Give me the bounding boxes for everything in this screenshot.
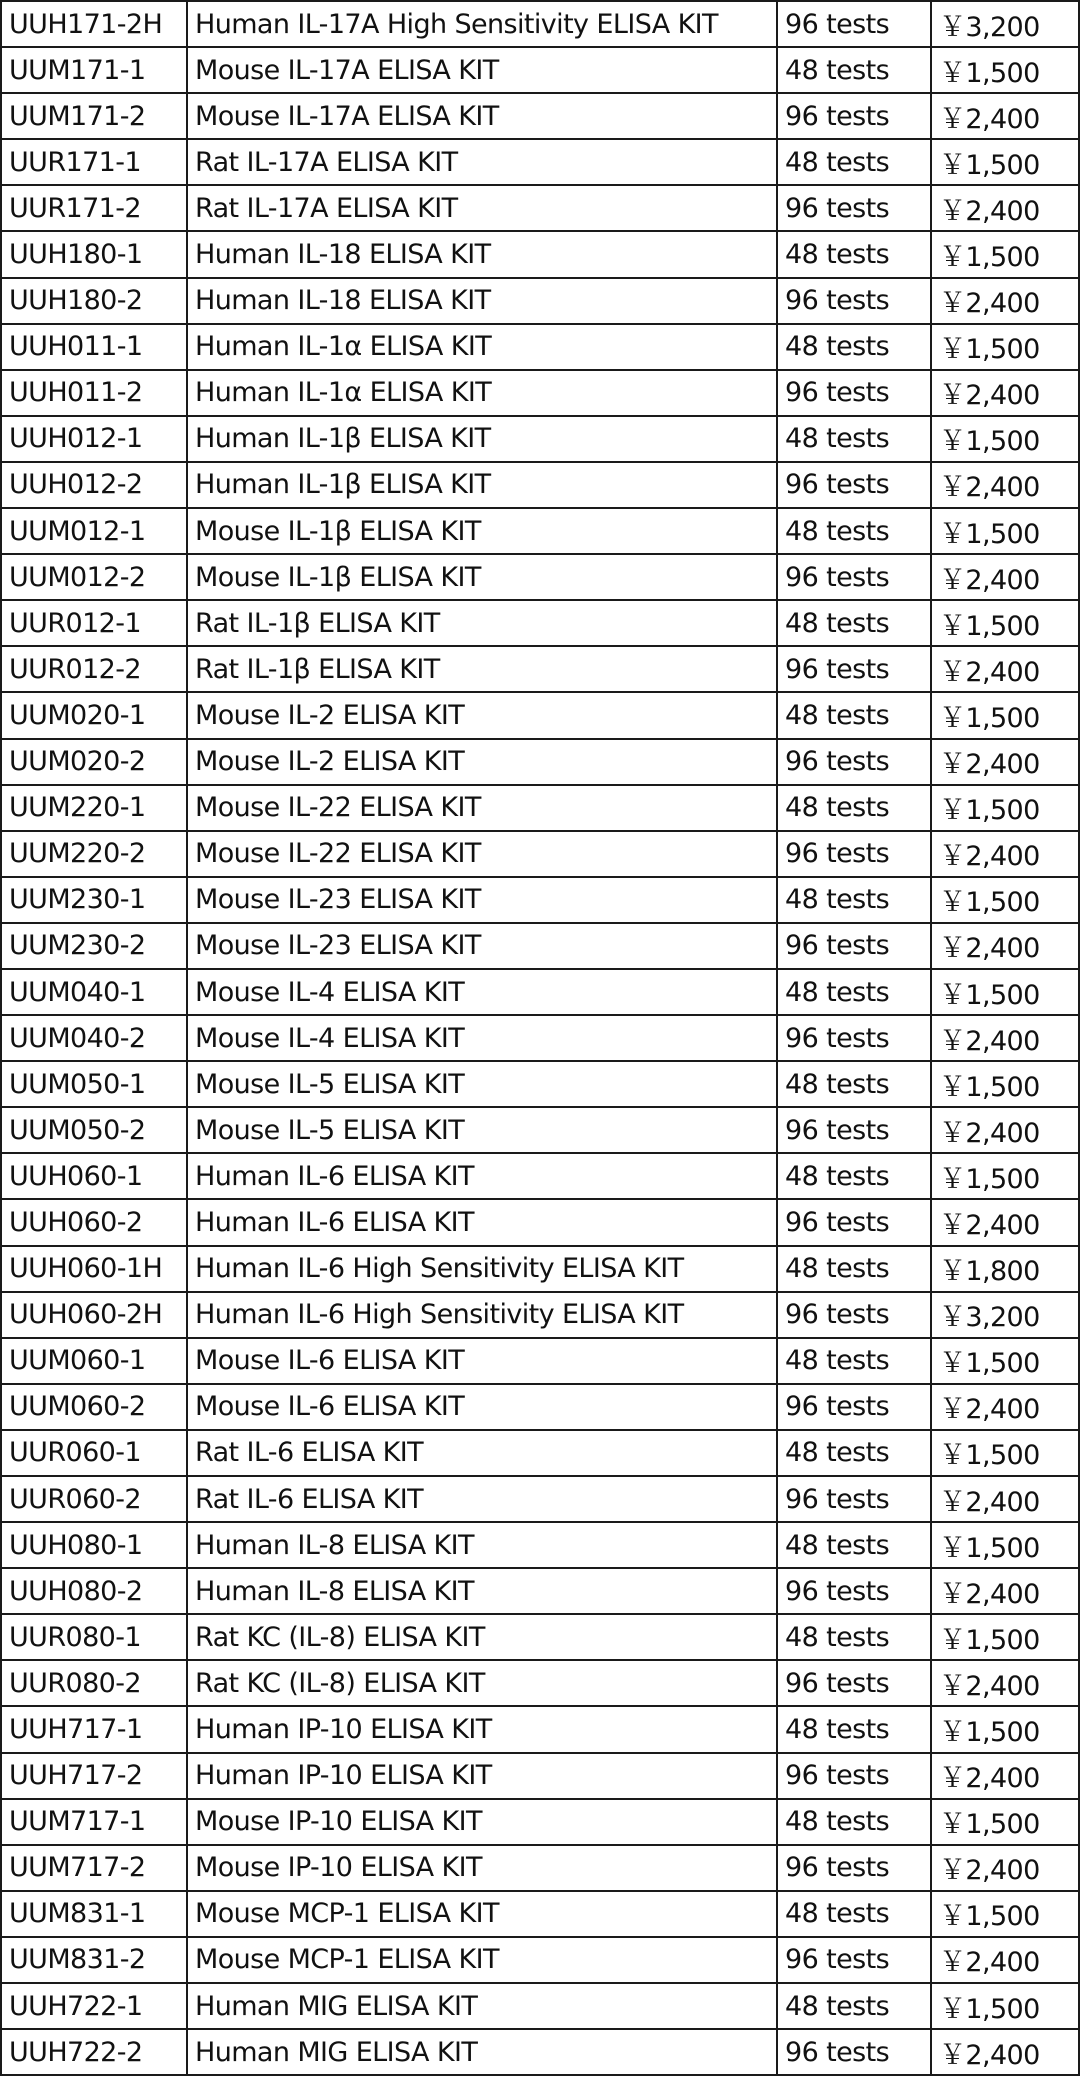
pack-size-cell: 96 tests — [777, 1937, 931, 1983]
pack-size-cell: 96 tests — [777, 1753, 931, 1799]
product-name-cell: Human IL-18 ELISA KIT — [187, 231, 777, 277]
product-name-cell: Mouse IL-5 ELISA KIT — [187, 1107, 777, 1153]
product-name-cell: Mouse IL-23 ELISA KIT — [187, 877, 777, 923]
table-row — [1, 1430, 1079, 1476]
table-row — [1, 646, 1079, 692]
table-row — [1, 1753, 1079, 1799]
table-row — [1, 1937, 1079, 1983]
catalog-number-cell: UUM171-2 — [1, 93, 187, 139]
price-cell: ￥2,400 — [931, 2029, 1079, 2075]
pack-size-cell: 96 tests — [777, 1384, 931, 1430]
catalog-number-cell: UUM831-2 — [1, 1937, 187, 1983]
catalog-number-cell: UUH080-1 — [1, 1522, 187, 1568]
pack-size-cell: 96 tests — [777, 831, 931, 877]
pack-size-cell: 48 tests — [777, 1706, 931, 1752]
product-name-cell: Mouse IL-23 ELISA KIT — [187, 923, 777, 969]
pack-size-cell: 96 tests — [777, 1015, 931, 1061]
product-name-cell: Rat IL-1β ELISA KIT — [187, 600, 777, 646]
catalog-number-cell: UUH722-1 — [1, 1983, 187, 2029]
product-name-cell: Mouse IL-2 ELISA KIT — [187, 739, 777, 785]
pack-size-cell: 48 tests — [777, 139, 931, 185]
table-row — [1, 739, 1079, 785]
table-row — [1, 370, 1079, 416]
pack-size-cell: 48 tests — [777, 1891, 931, 1937]
table-row — [1, 1983, 1079, 2029]
price-cell: ￥2,400 — [931, 1568, 1079, 1614]
catalog-number-cell: UUM230-1 — [1, 877, 187, 923]
catalog-number-cell: UUM230-2 — [1, 923, 187, 969]
catalog-number-cell: UUM012-2 — [1, 554, 187, 600]
price-cell: ￥1,500 — [931, 1522, 1079, 1568]
product-name-cell: Rat KC (IL-8) ELISA KIT — [187, 1614, 777, 1660]
pack-size-cell: 48 tests — [777, 231, 931, 277]
price-cell: ￥1,500 — [931, 1891, 1079, 1937]
product-name-cell: Human IL-6 ELISA KIT — [187, 1153, 777, 1199]
price-cell: ￥2,400 — [931, 93, 1079, 139]
pack-size-cell: 48 tests — [777, 416, 931, 462]
product-name-cell: Human IL-1α ELISA KIT — [187, 324, 777, 370]
table-row — [1, 1476, 1079, 1522]
product-name-cell: Mouse IP-10 ELISA KIT — [187, 1799, 777, 1845]
price-cell: ￥2,400 — [931, 1107, 1079, 1153]
catalog-number-cell: UUM012-1 — [1, 508, 187, 554]
product-name-cell: Human IL-1α ELISA KIT — [187, 370, 777, 416]
catalog-number-cell: UUM020-2 — [1, 739, 187, 785]
product-name-cell: Mouse IL-4 ELISA KIT — [187, 1015, 777, 1061]
price-cell: ￥1,500 — [931, 1430, 1079, 1476]
product-name-cell: Rat IL-6 ELISA KIT — [187, 1476, 777, 1522]
pack-size-cell: 96 tests — [777, 554, 931, 600]
catalog-number-cell: UUM050-1 — [1, 1061, 187, 1107]
catalog-number-cell: UUH080-2 — [1, 1568, 187, 1614]
product-name-cell: Rat IL-1β ELISA KIT — [187, 646, 777, 692]
pack-size-cell: 96 tests — [777, 646, 931, 692]
product-name-cell: Mouse IL-1β ELISA KIT — [187, 554, 777, 600]
price-cell: ￥2,400 — [931, 278, 1079, 324]
table-row — [1, 877, 1079, 923]
product-name-cell: Human IL-6 High Sensitivity ELISA KIT — [187, 1246, 777, 1292]
pack-size-cell: 96 tests — [777, 93, 931, 139]
table-row — [1, 1660, 1079, 1706]
table-row — [1, 1153, 1079, 1199]
pack-size-cell: 96 tests — [777, 2029, 931, 2075]
price-cell: ￥1,500 — [931, 1983, 1079, 2029]
pack-size-cell: 48 tests — [777, 1614, 931, 1660]
pack-size-cell: 48 tests — [777, 1522, 931, 1568]
price-cell: ￥2,400 — [931, 1384, 1079, 1430]
price-cell: ￥2,400 — [931, 831, 1079, 877]
catalog-number-cell: UUH180-1 — [1, 231, 187, 277]
price-cell: ￥1,500 — [931, 1614, 1079, 1660]
table-row — [1, 278, 1079, 324]
table-row — [1, 969, 1079, 1015]
table-row — [1, 462, 1079, 508]
product-name-cell: Mouse IL-6 ELISA KIT — [187, 1338, 777, 1384]
table-row — [1, 231, 1079, 277]
price-cell: ￥1,500 — [931, 785, 1079, 831]
product-name-cell: Mouse IL-5 ELISA KIT — [187, 1061, 777, 1107]
product-name-cell: Human IP-10 ELISA KIT — [187, 1753, 777, 1799]
pack-size-cell: 96 tests — [777, 370, 931, 416]
table-body — [1, 1, 1079, 2075]
pack-size-cell: 96 tests — [777, 462, 931, 508]
table-row — [1, 139, 1079, 185]
table-row — [1, 1845, 1079, 1891]
pack-size-cell: 48 tests — [777, 508, 931, 554]
pack-size-cell: 96 tests — [777, 1292, 931, 1338]
product-name-cell: Human IL-6 High Sensitivity ELISA KIT — [187, 1292, 777, 1338]
table-row — [1, 1891, 1079, 1937]
price-cell: ￥2,400 — [931, 1660, 1079, 1706]
catalog-number-cell: UUM040-1 — [1, 969, 187, 1015]
product-name-cell: Human IL-6 ELISA KIT — [187, 1199, 777, 1245]
product-name-cell: Human IL-17A High Sensitivity ELISA KIT — [187, 1, 777, 47]
pack-size-cell: 96 tests — [777, 278, 931, 324]
table-row — [1, 1015, 1079, 1061]
catalog-number-cell: UUM717-2 — [1, 1845, 187, 1891]
table-row — [1, 1246, 1079, 1292]
product-name-cell: Human MIG ELISA KIT — [187, 2029, 777, 2075]
table-row — [1, 1292, 1079, 1338]
price-cell: ￥1,500 — [931, 1153, 1079, 1199]
catalog-number-cell: UUM060-1 — [1, 1338, 187, 1384]
price-cell: ￥3,200 — [931, 1, 1079, 47]
price-cell: ￥2,400 — [931, 646, 1079, 692]
table-row — [1, 1, 1079, 47]
table-row — [1, 1706, 1079, 1752]
catalog-number-cell: UUH171-2H — [1, 1, 187, 47]
price-cell: ￥1,500 — [931, 231, 1079, 277]
product-name-cell: Human IL-1β ELISA KIT — [187, 462, 777, 508]
table-row — [1, 185, 1079, 231]
table-row — [1, 1614, 1079, 1660]
table-row — [1, 1199, 1079, 1245]
table-row — [1, 47, 1079, 93]
catalog-number-cell: UUH012-2 — [1, 462, 187, 508]
product-name-cell: Mouse IL-2 ELISA KIT — [187, 692, 777, 738]
product-name-cell: Mouse IL-17A ELISA KIT — [187, 93, 777, 139]
table-row — [1, 831, 1079, 877]
price-cell: ￥1,500 — [931, 416, 1079, 462]
price-cell: ￥1,500 — [931, 1061, 1079, 1107]
pack-size-cell: 48 tests — [777, 969, 931, 1015]
table-row — [1, 416, 1079, 462]
price-cell: ￥1,500 — [931, 969, 1079, 1015]
price-cell: ￥1,500 — [931, 692, 1079, 738]
catalog-number-cell: UUM220-2 — [1, 831, 187, 877]
product-name-cell: Mouse IL-17A ELISA KIT — [187, 47, 777, 93]
pack-size-cell: 48 tests — [777, 785, 931, 831]
catalog-number-cell: UUR012-2 — [1, 646, 187, 692]
product-name-cell: Human IL-8 ELISA KIT — [187, 1568, 777, 1614]
catalog-number-cell: UUH180-2 — [1, 278, 187, 324]
price-cell: ￥1,500 — [931, 600, 1079, 646]
price-cell: ￥2,400 — [931, 1199, 1079, 1245]
price-cell: ￥2,400 — [931, 554, 1079, 600]
price-cell: ￥1,800 — [931, 1246, 1079, 1292]
catalog-number-cell: UUM040-2 — [1, 1015, 187, 1061]
table-row — [1, 508, 1079, 554]
product-name-cell: Human IL-8 ELISA KIT — [187, 1522, 777, 1568]
catalog-number-cell: UUH060-1H — [1, 1246, 187, 1292]
catalog-number-cell: UUH012-1 — [1, 416, 187, 462]
pack-size-cell: 48 tests — [777, 1246, 931, 1292]
catalog-number-cell: UUM220-1 — [1, 785, 187, 831]
product-name-cell: Mouse IL-22 ELISA KIT — [187, 831, 777, 877]
price-cell: ￥1,500 — [931, 1799, 1079, 1845]
price-cell: ￥2,400 — [931, 1476, 1079, 1522]
catalog-number-cell: UUM050-2 — [1, 1107, 187, 1153]
pack-size-cell: 48 tests — [777, 1983, 931, 2029]
pack-size-cell: 48 tests — [777, 877, 931, 923]
table-row — [1, 600, 1079, 646]
price-cell: ￥3,200 — [931, 1292, 1079, 1338]
price-cell: ￥2,400 — [931, 1845, 1079, 1891]
price-cell: ￥2,400 — [931, 1015, 1079, 1061]
catalog-number-cell: UUM020-1 — [1, 692, 187, 738]
catalog-number-cell: UUH722-2 — [1, 2029, 187, 2075]
price-cell: ￥2,400 — [931, 185, 1079, 231]
price-cell: ￥1,500 — [931, 47, 1079, 93]
pack-size-cell: 48 tests — [777, 47, 931, 93]
product-name-cell: Human IL-18 ELISA KIT — [187, 278, 777, 324]
catalog-number-cell: UUM060-2 — [1, 1384, 187, 1430]
price-cell: ￥1,500 — [931, 508, 1079, 554]
table-row — [1, 1522, 1079, 1568]
price-cell: ￥1,500 — [931, 139, 1079, 185]
table-row — [1, 1384, 1079, 1430]
pack-size-cell: 96 tests — [777, 185, 931, 231]
catalog-number-cell: UUR171-2 — [1, 185, 187, 231]
price-cell: ￥1,500 — [931, 1706, 1079, 1752]
pack-size-cell: 48 tests — [777, 324, 931, 370]
product-name-cell: Rat IL-17A ELISA KIT — [187, 185, 777, 231]
pack-size-cell: 96 tests — [777, 1845, 931, 1891]
pack-size-cell: 96 tests — [777, 1476, 931, 1522]
pack-size-cell: 96 tests — [777, 1660, 931, 1706]
pack-size-cell: 48 tests — [777, 1338, 931, 1384]
catalog-number-cell: UUM831-1 — [1, 1891, 187, 1937]
table-row — [1, 923, 1079, 969]
pack-size-cell: 48 tests — [777, 692, 931, 738]
pack-size-cell: 96 tests — [777, 739, 931, 785]
catalog-number-cell: UUM717-1 — [1, 1799, 187, 1845]
product-name-cell: Rat IL-6 ELISA KIT — [187, 1430, 777, 1476]
table-row — [1, 93, 1079, 139]
catalog-number-cell: UUH011-2 — [1, 370, 187, 416]
table-row — [1, 785, 1079, 831]
product-name-cell: Human IP-10 ELISA KIT — [187, 1706, 777, 1752]
pack-size-cell: 96 tests — [777, 923, 931, 969]
pack-size-cell: 96 tests — [777, 1199, 931, 1245]
pack-size-cell: 96 tests — [777, 1107, 931, 1153]
catalog-number-cell: UUR012-1 — [1, 600, 187, 646]
catalog-number-cell: UUR060-2 — [1, 1476, 187, 1522]
catalog-number-cell: UUM171-1 — [1, 47, 187, 93]
catalog-number-cell: UUH717-2 — [1, 1753, 187, 1799]
price-cell: ￥2,400 — [931, 1753, 1079, 1799]
table-row — [1, 1799, 1079, 1845]
product-name-cell: Human MIG ELISA KIT — [187, 1983, 777, 2029]
product-name-cell: Mouse IL-4 ELISA KIT — [187, 969, 777, 1015]
table-row — [1, 1338, 1079, 1384]
product-name-cell: Mouse IL-6 ELISA KIT — [187, 1384, 777, 1430]
pack-size-cell: 48 tests — [777, 1153, 931, 1199]
product-name-cell: Mouse MCP-1 ELISA KIT — [187, 1891, 777, 1937]
catalog-number-cell: UUH011-1 — [1, 324, 187, 370]
catalog-number-cell: UUR080-2 — [1, 1660, 187, 1706]
catalog-number-cell: UUH060-1 — [1, 1153, 187, 1199]
price-cell: ￥2,400 — [931, 923, 1079, 969]
table-row — [1, 554, 1079, 600]
catalog-number-cell: UUH717-1 — [1, 1706, 187, 1752]
price-cell: ￥2,400 — [931, 1937, 1079, 1983]
pack-size-cell: 96 tests — [777, 1, 931, 47]
table-row — [1, 1061, 1079, 1107]
catalog-number-cell: UUR171-1 — [1, 139, 187, 185]
product-name-cell: Mouse IP-10 ELISA KIT — [187, 1845, 777, 1891]
product-name-cell: Human IL-1β ELISA KIT — [187, 416, 777, 462]
price-cell: ￥2,400 — [931, 739, 1079, 785]
table-row — [1, 1568, 1079, 1614]
catalog-number-cell: UUH060-2 — [1, 1199, 187, 1245]
pack-size-cell: 48 tests — [777, 1430, 931, 1476]
table-row — [1, 1107, 1079, 1153]
price-cell: ￥2,400 — [931, 462, 1079, 508]
pack-size-cell: 96 tests — [777, 1568, 931, 1614]
product-name-cell: Mouse IL-1β ELISA KIT — [187, 508, 777, 554]
table-row — [1, 692, 1079, 738]
product-name-cell: Rat KC (IL-8) ELISA KIT — [187, 1660, 777, 1706]
pack-size-cell: 48 tests — [777, 1061, 931, 1107]
product-name-cell: Mouse MCP-1 ELISA KIT — [187, 1937, 777, 1983]
catalog-number-cell: UUH060-2H — [1, 1292, 187, 1338]
table-row — [1, 2029, 1079, 2075]
pack-size-cell: 48 tests — [777, 600, 931, 646]
price-cell: ￥1,500 — [931, 324, 1079, 370]
product-name-cell: Rat IL-17A ELISA KIT — [187, 139, 777, 185]
price-cell: ￥1,500 — [931, 877, 1079, 923]
catalog-number-cell: UUR080-1 — [1, 1614, 187, 1660]
product-name-cell: Mouse IL-22 ELISA KIT — [187, 785, 777, 831]
price-cell: ￥1,500 — [931, 1338, 1079, 1384]
price-cell: ￥2,400 — [931, 370, 1079, 416]
table-row — [1, 324, 1079, 370]
pack-size-cell: 48 tests — [777, 1799, 931, 1845]
catalog-number-cell: UUR060-1 — [1, 1430, 187, 1476]
